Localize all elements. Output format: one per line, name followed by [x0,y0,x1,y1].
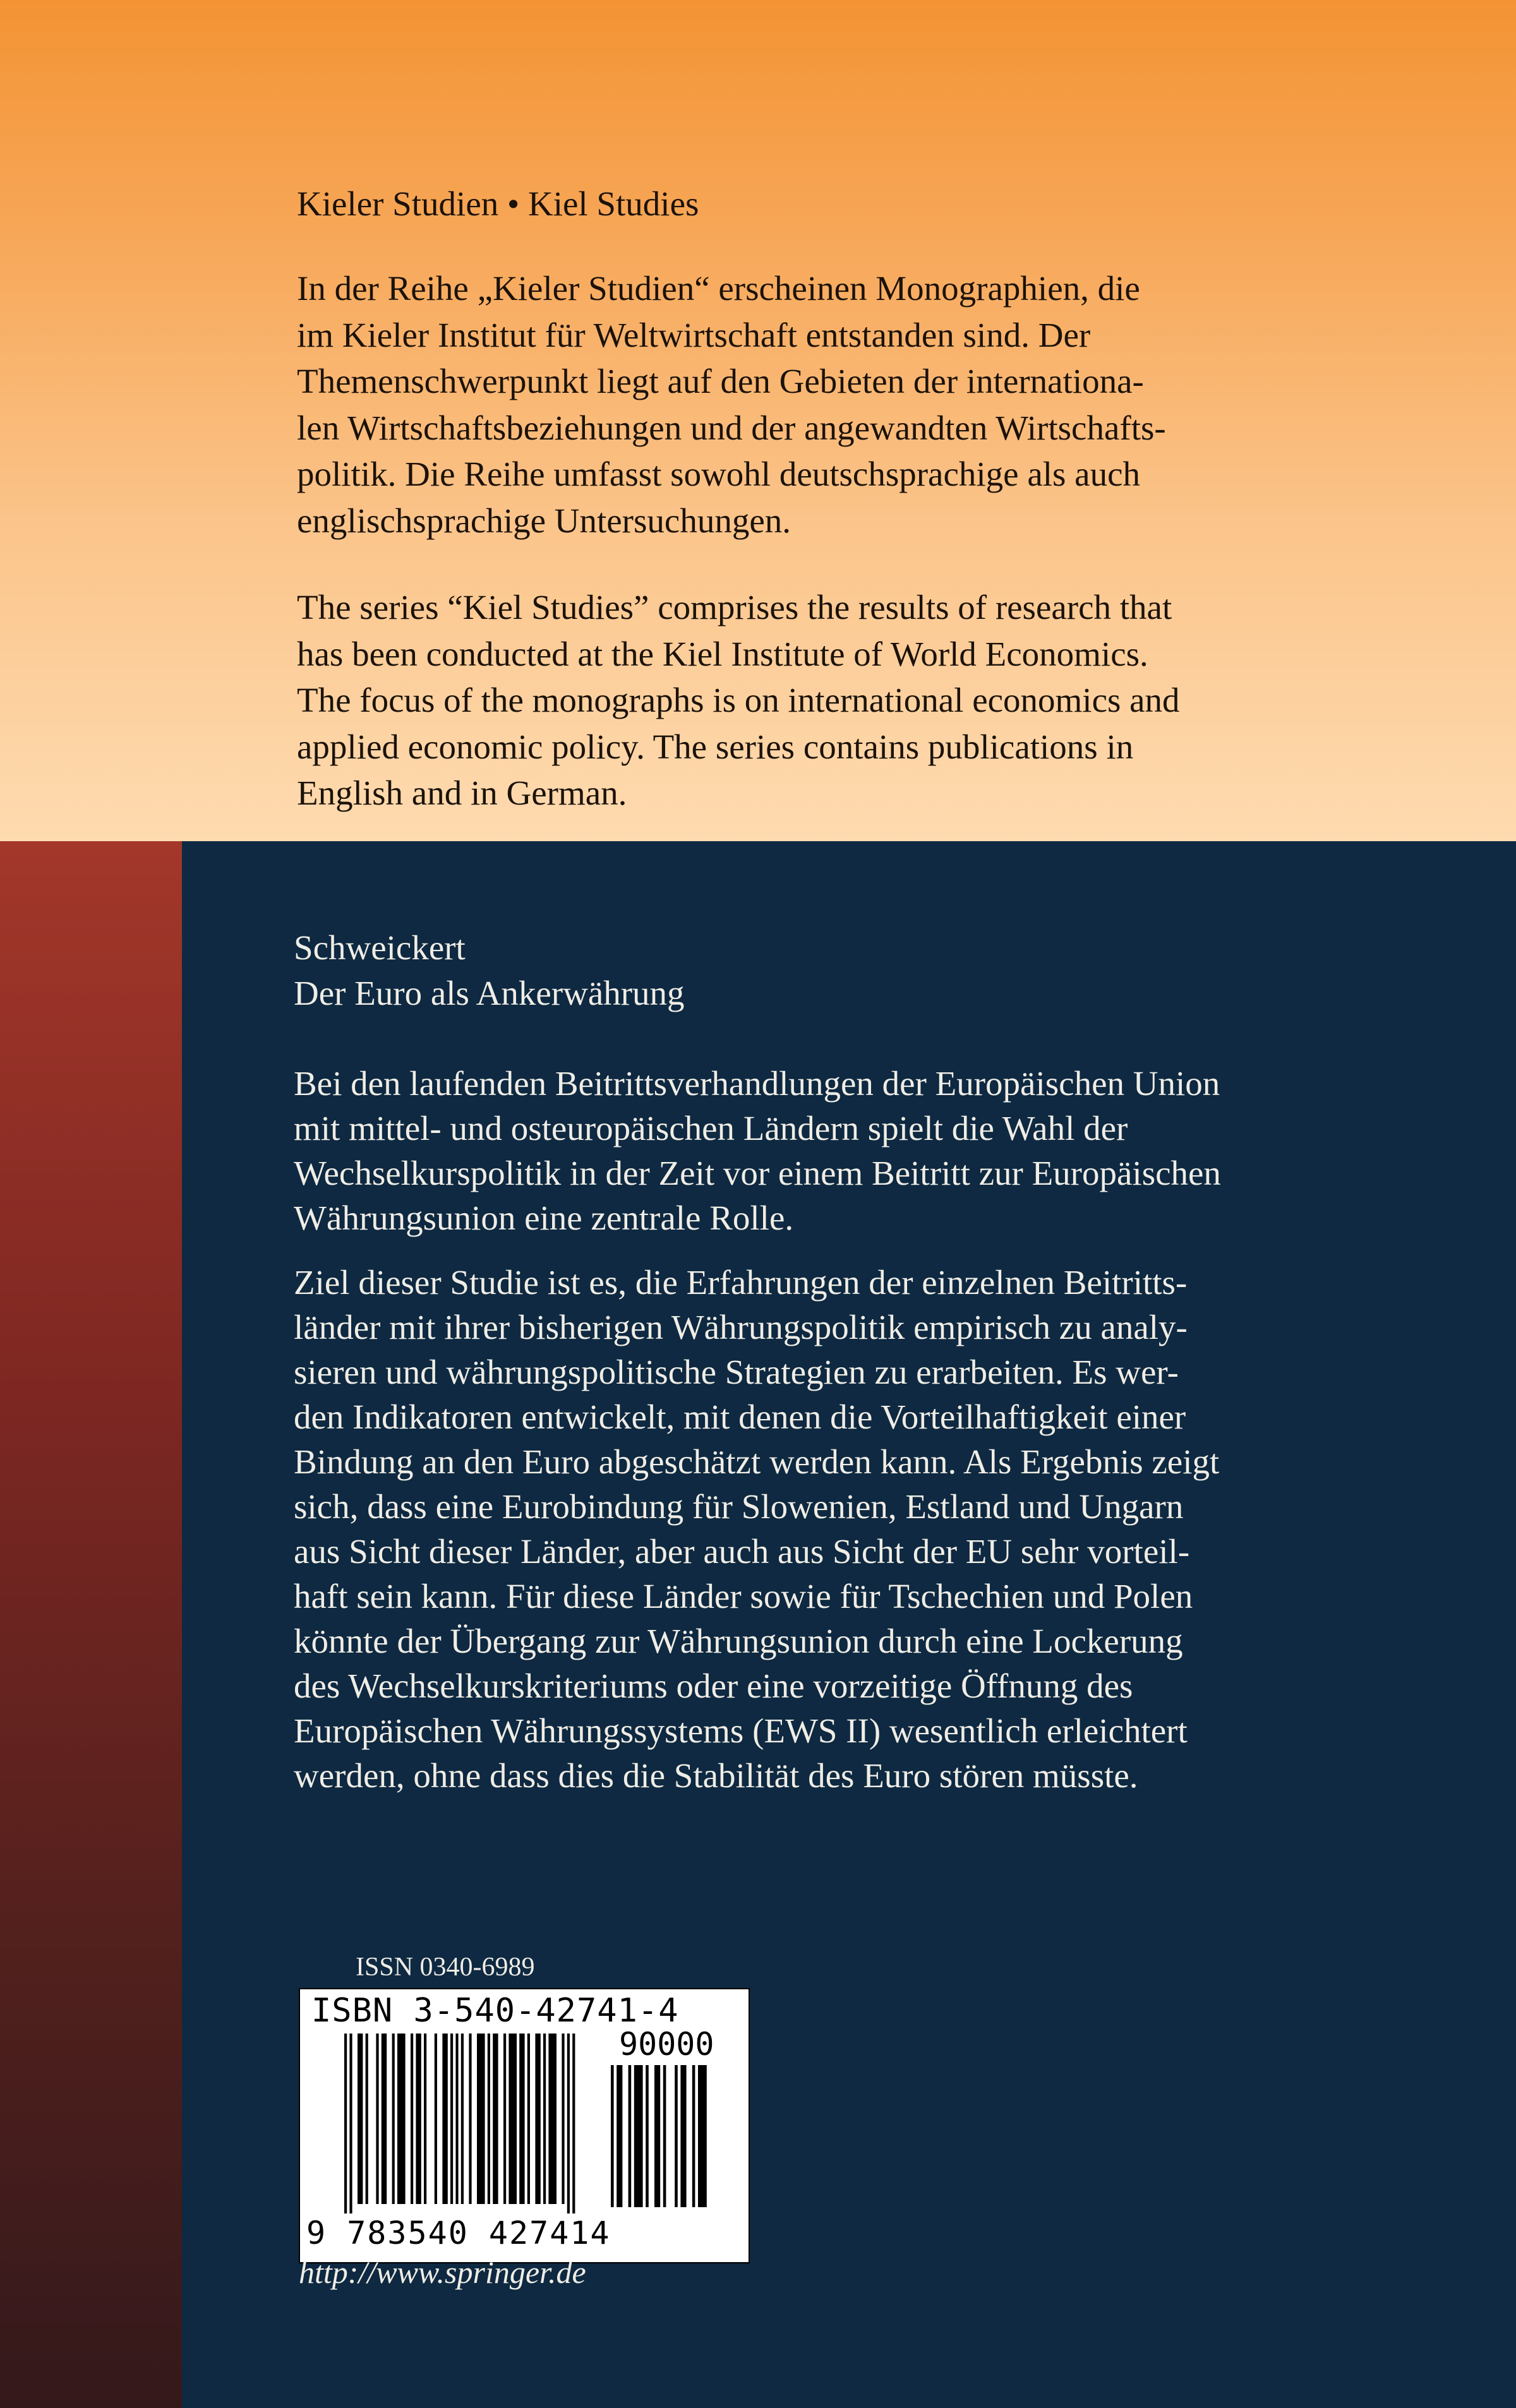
barcode-bar [543,2034,546,2204]
isbn-barcode [299,1988,750,2263]
barcode-bar [416,2034,421,2204]
barcode-bar [663,2065,666,2207]
series-description-english: The series “Kiel Studies” comprises the results of research that has been conducted at the Kiel Institute of World Economics. The focus of the monographs is on international economics and applied economic policy. The series contains publications in English and in German. [297,588,1180,813]
barcode-bar [397,2034,406,2204]
isbn-label: ISBN 3-540-42741-4 [311,1992,679,2030]
barcode-bar [411,2034,413,2204]
barcode-bar [493,2034,498,2204]
issn-number: ISSN 0340-6989 [356,1953,535,1982]
barcode-bar [442,2034,447,2204]
publisher-website: http://www.springer.de [299,2255,586,2290]
book-title: Der Euro als Ankerwährung [294,974,685,1012]
barcode-bar [680,2065,686,2207]
addon-barcode-bars [611,2065,737,2217]
barcode-bar [634,2065,643,2207]
series-title: Kieler Studien • Kiel Studies [297,184,699,223]
barcode-bar [344,2034,347,2213]
barcode-bar [698,2065,707,2207]
barcode-bar [675,2065,678,2207]
barcode-bar [488,2034,490,2204]
price-code: 90000 [619,2026,714,2063]
barcode-bar [692,2065,695,2207]
barcode-bar [654,2065,660,2207]
ean-number: 9 783540 427414 [306,2215,611,2251]
left-color-strip [0,841,182,2408]
barcode-bar [508,2034,517,2204]
barcode-bar [424,2034,426,2204]
barcode-bar [358,2034,363,2204]
barcode-bar [435,2034,437,2204]
main-barcode-bars [344,2034,597,2217]
barcode-bar [349,2034,352,2213]
barcode-bar [567,2034,570,2213]
barcode-bar [548,2034,556,2204]
barcode-bar [535,2034,540,2204]
barcode-bar [503,2034,506,2204]
barcode-bar [617,2065,622,2207]
barcode-bar [519,2034,524,2204]
barcode-bar [392,2034,395,2204]
barcode-bar [366,2034,368,2204]
abstract-paragraph-1: Bei den laufenden Beitrittsverhandlungen der Europäischen Union mit mittel- und osteuropäischen Ländern spielt die Wahl der Wechselkurspolitik in der Zeit vor einem Beitritt zur Europäischen Währungsunion eine zentrale Rolle. [294,1064,1221,1237]
barcode-bar [477,2034,485,2204]
barcode-bar [469,2034,471,2204]
barcode-bar [382,2034,387,2204]
series-description-german: In der Reihe „Kieler Studien“ erscheinen Monographien, die im Kieler Institut für Weltwirtschaft entstanden sind. Der Themenschwerpunkt liegt auf den Gebieten der internationa- len Wirtschaftsbeziehungen und der angewandten Wirtschafts- politik. Die Reihe umfasst sowohl deutschsprachige als auch englischsprachige Untersuchungen. [297,269,1166,540]
barcode-bar [629,2065,632,2207]
barcode-bar [572,2034,575,2213]
barcode-bar [562,2034,564,2204]
barcode-bar [527,2034,530,2204]
barcode-bar [376,2034,378,2204]
barcode-bar [461,2034,464,2204]
barcode-bar [450,2034,453,2204]
barcode-bar [611,2065,614,2207]
abstract-paragraph-2: Ziel dieser Studie ist es, die Erfahrungen der einzelnen Beitritts- länder mit ihrer bisherigen Währungspolitik empirisch zu analy- sieren und währungspolitische Strategien zu erarbeiten. Es wer- den Indikatoren entwickelt, mit denen die Vorteilhaftigkeit einer Bindung an den Euro abgeschätzt werden kann. Als Ergebnis zeigt sich, dass eine Eurobindung für Slowenien, Estland und Ungarn aus Sicht dieser Länder, aber auch aus Sicht der EU sehr vorteil- haft sein kann. Für diese Länder sowie für Tschechien und Polen könnte der Übergang zur Währungsunion durch eine Lockerung des Wechselkurskriteriums oder eine vorzeitige Öffnung des Europäischen Währungssystems (EWS II) wesentlich erleichtert werden, ohne dass dies die Stabilität des Euro stören müsste. [294,1263,1220,1795]
barcode-bar [455,2034,458,2204]
barcode-bar [646,2065,649,2207]
book-author: Schweickert [294,928,466,967]
